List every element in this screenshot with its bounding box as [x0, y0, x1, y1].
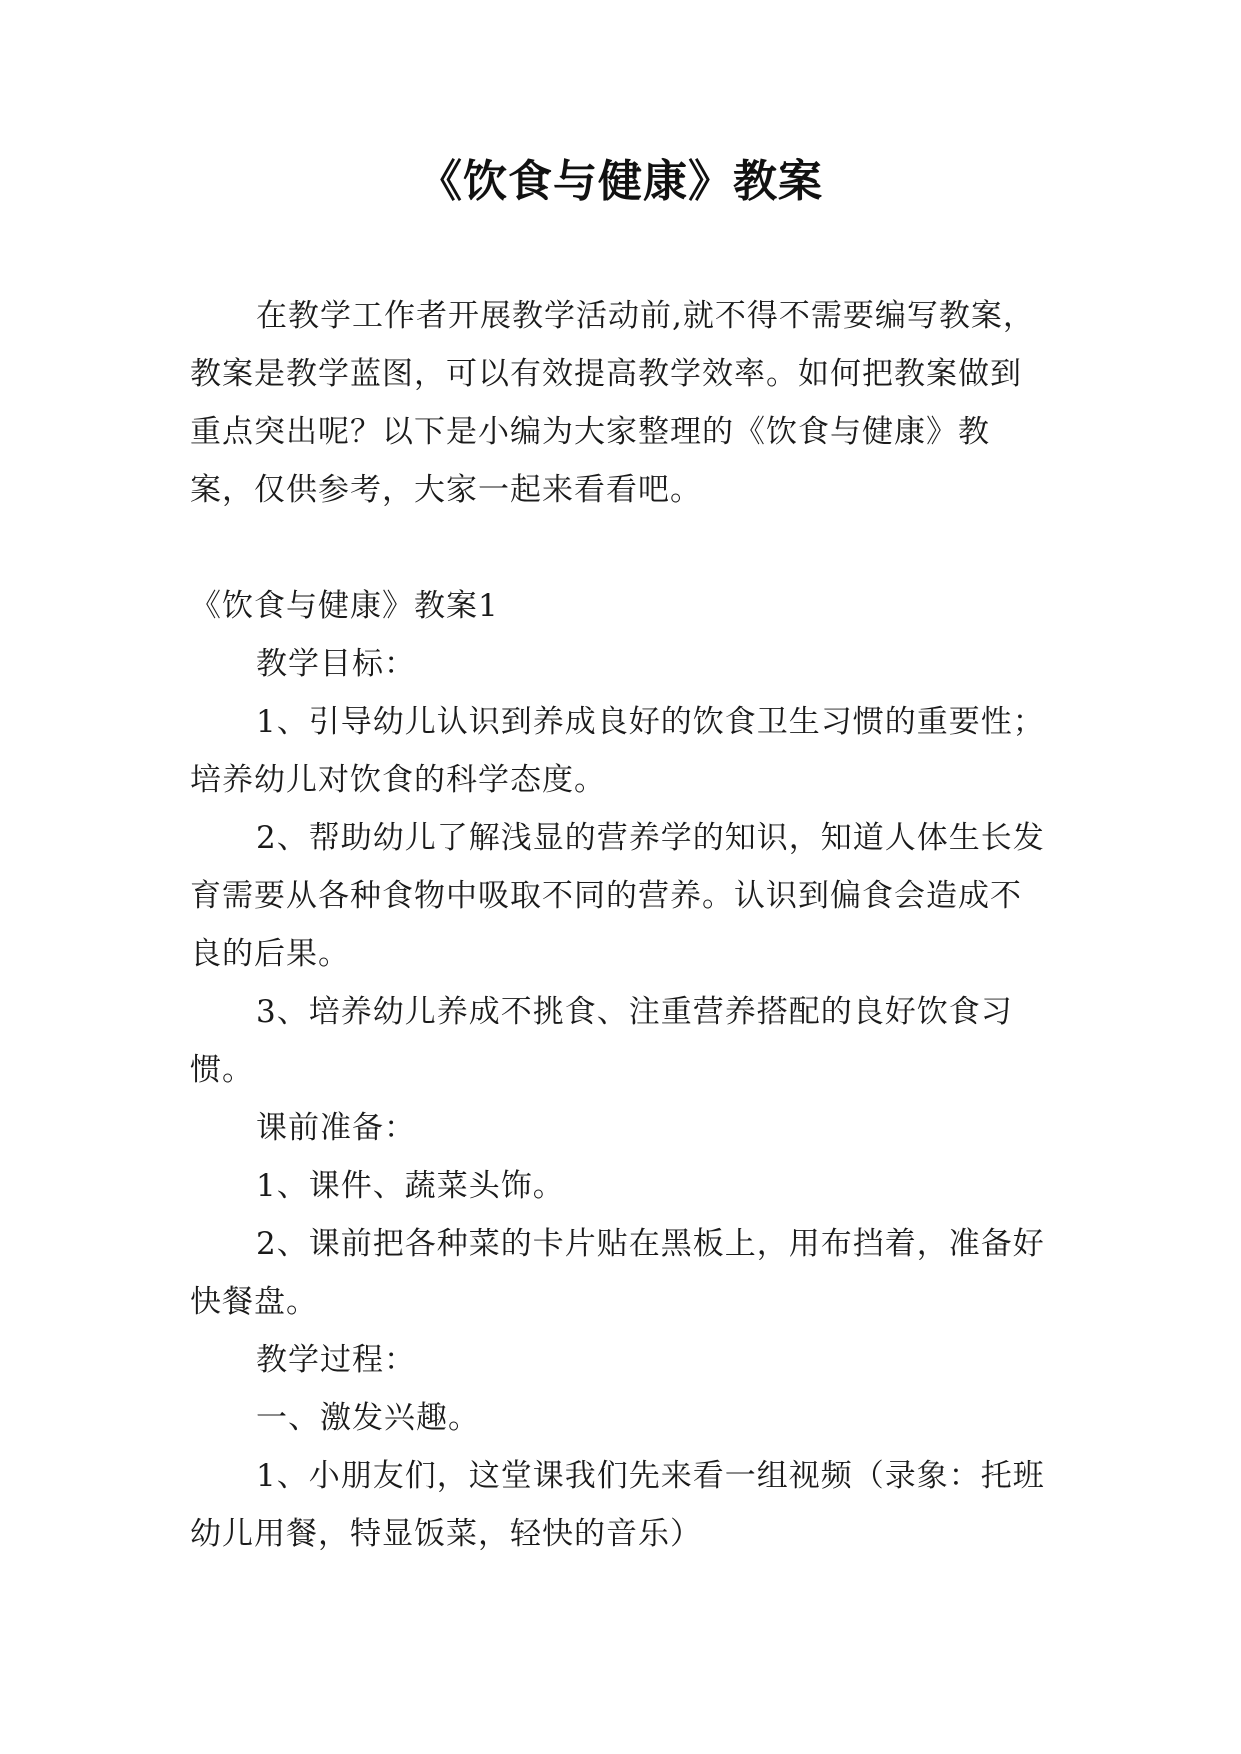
paragraph: 教学过程： [256, 1342, 416, 1378]
paragraph: 1、小朋友们，这堂课我们先来看一组视频（录象：托班幼儿用餐，特显饭菜，轻快的音乐） [190, 1458, 1045, 1552]
intro-paragraph: 在教学工作者开展教学活动前,就不得不需要编写教案，教案是教学蓝图，可以有效提高教学效率。如何把教案做到重点突出呢？以下是小编为大家整理的《饮食与健康》教案，仅供参考，大家一起来看看吧。 [190, 298, 1035, 508]
paragraph: 2、课前把各种菜的卡片贴在黑板上，用布挡着，准备好快餐盘。 [190, 1226, 1045, 1320]
paragraph: 一、激发兴趣。 [256, 1400, 480, 1436]
paragraph: 课前准备： [256, 1110, 416, 1146]
paragraph: 教学目标： [256, 646, 416, 682]
paragraph: 2、帮助幼儿了解浅显的营养学的知识，知道人体生长发育需要从各种食物中吸取不同的营养。认识到偏食会造成不良的后果。 [190, 820, 1045, 972]
section-heading: 《饮食与健康》教案1 [190, 588, 499, 624]
paragraph: 1、课件、蔬菜头饰。 [256, 1168, 565, 1204]
paragraph: 1、引导幼儿认识到养成良好的饮食卫生习惯的重要性；培养幼儿对饮食的科学态度。 [190, 704, 1045, 798]
lesson-section [190, 577, 1050, 1563]
paragraph: 3、培养幼儿养成不挑食、注重营养搭配的良好饮食习惯。 [190, 994, 1013, 1088]
document-title: 《饮食与健康》教案 [418, 156, 823, 207]
